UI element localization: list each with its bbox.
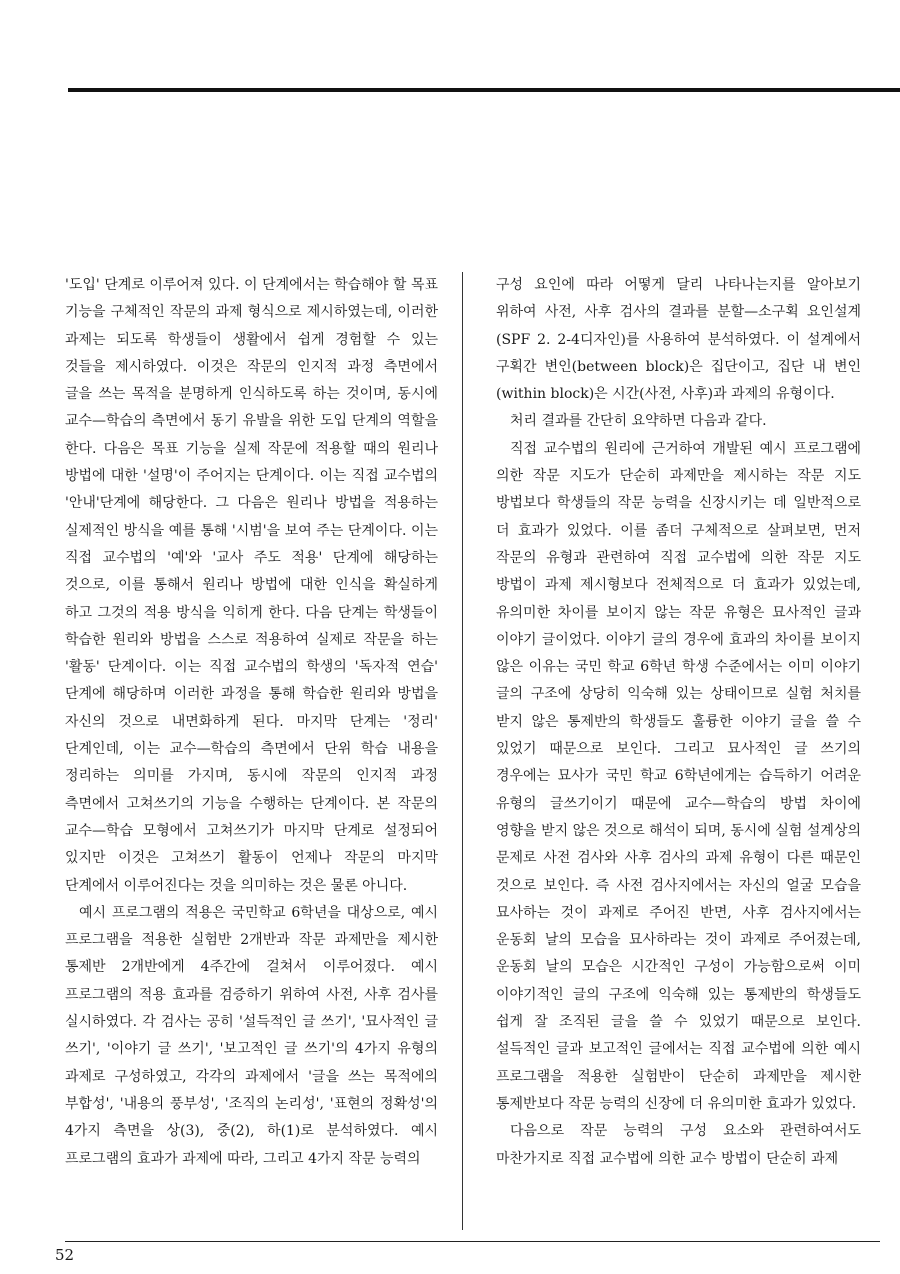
top-rule [68,88,900,92]
right-paragraph-4: 다음으로 작문 능력의 구성 요소와 관련하여서도 마찬가지로 직접 교수법에 의한 교수 방법이 단순히 과제 [496,1123,861,1167]
left-paragraph-1: '도입' 단계로 이루어져 있다. 이 단계에서는 학습해야 할 목표 기능을 구체적인 작문의 과제 형식으로 제시하였는데, 이러한 과제는 되도록 학생들이 생활에서 쉽게 경험할 수 있는 것들을 제시하였다. 이것은 작문의 인지적 과정 측면에서 글을 쓰는 목적을 분명하게 인식하도록 하는 것이며, 동시에 교수—학습의 측면에서 동기 유발을 위한 도입 단계의 역할을 한다. 다음은 목표 기능을 실제 작문에 적용할 때의 원리나 방법에 대한 '설명'이 주어지는 단계이다. 이는 직접 교수법의 '안내'단계에 해당한다. 그 다음은 원리나 방법을 적용하는 실제적인 방식을 예를 통해 '시범'을 보여 주는 단계이다. 이는 직접 교수법의 '예'와 '교사 주도 적용' 단계에 해당하는 것으로, 이를 통해서 원리나 방법에 대한 인식을 확실하게 하고 그것의 적용 방식을 익히게 한다. 다음 단계는 학생들이 학습한 원리와 방법을 스스로 적용하여 실제로 작문을 하는 '활동' 단계이다. 이는 직접 교수법의 학생의 '독자적 연습' 단계에 해당하며 이러한 과정을 통해 학습한 원리와 방법을 자신의 것으로 내면화하게 된다. 마지막 단계는 '정리' 단계인데, 이는 교수—학습의 측면에서 단위 학습 내용을 정리하는 의미를 가지며, 동시에 작문의 인지적 과정 측면에서 고쳐쓰기의 기능을 수행하는 단계이다. 본 작문의 교수—학습 모형에서 고쳐쓰기가 마지막 단계로 설정되어 있지만 이것은 고쳐쓰기 활동이 언제나 작문의 마지막 단계에서 이루어진다는 것을 의미하는 것은 물론 아니다. [65,277,438,894]
right-column [496,272,861,1173]
bottom-rule [65,1241,880,1242]
page-number: 52 [55,1246,75,1264]
right-paragraph-1: 구성 요인에 따라 어떻게 달리 나타나는지를 알아보기 위하여 사전, 사후 검사의 결과를 분할—소구획 요인설계(SPF 2. 2-4디자인)를 사용하여 분석하였다. 이 설계에서 구획간 변인(between block)은 집단이고, 집단 내 변인(within block)은 시간(사전, 사후)과 과제의 유형이다. [496,277,861,403]
left-paragraph-2: 예시 프로그램의 적용은 국민학교 6학년을 대상으로, 예시 프로그램을 적용한 실험반 2개반과 작문 과제만을 제시한 통제반 2개반에게 4주간에 걸쳐서 이루어졌다. 예시 프로그램의 적용 효과를 검증하기 위하여 사전, 사후 검사를 실시하였다. 각 검사는 공히 '설득적인 글 쓰기', '묘사적인 글 쓰기', '이야기 글 쓰기', '보고적인 글 쓰기'의 4가지 유형의 과제로 구성하였고, 각각의 과제에서 '글을 쓰는 목적에의 부합성', '내용의 풍부성', '조직의 논리성', '표현의 정확성'의 4가지 측면을 상(3), 중(2), 하(1)로 분석하였다. 예시 프로그램의 효과가 과제에 따라, 그리고 4가지 작문 능력의 [65,904,438,1167]
right-paragraph-2: 처리 결과를 간단히 요약하면 다음과 같다. [510,413,767,430]
left-column [65,272,438,1173]
column-divider [462,272,463,1230]
right-paragraph-3: 직접 교수법의 원리에 근거하여 개발된 예시 프로그램에 의한 작문 지도가 단순히 과제만을 제시하는 작문 지도 방법보다 학생들의 작문 능력을 신장시키는 데 일반적으로 더 효과가 있었다. 이를 좀더 구체적으로 살펴보면, 먼저 작문의 유형과 관련하여 직접 교수법에 의한 작문 지도 방법이 과제 제시형보다 전체적으로 더 효과가 있었는데, 유의미한 차이를 보이지 않는 작문 유형은 묘사적인 글과 이야기 글이었다. 이야기 글의 경우에 효과의 차이를 보이지 않은 이유는 국민 학교 6학년 학생 수준에서는 이미 이야기 글의 구조에 상당히 익숙해 있는 상태이므로 실험 처치를 받지 않은 통제반의 학생들도 훌륭한 이야기 글을 쓸 수 있었기 때문으로 보인다. 그리고 묘사적인 글 쓰기의 경우에는 묘사가 국민 학교 6학년에게는 습득하기 어려운 유형의 글쓰기이기 때문에 교수—학습의 방법 차이에 영향을 받지 않은 것으로 해석이 되며, 동시에 실험 설계상의 문제로 사전 검사와 사후 검사의 과제 유형이 다른 때문인 것으로 보인다. 즉 사전 검사지에서는 자신의 얼굴 모습을 묘사하는 것이 과제로 주어진 반면, 사후 검사지에서는 운동회 날의 모습을 묘사하라는 것이 과제로 주어졌는데, 운동회 날의 모습은 시간적인 구성이 가능함으로써 이미 이야기적인 글의 구조에 익숙해 있는 통제반의 학생들도 쉽게 잘 조직된 글을 쓸 수 있었기 때문으로 보인다. 설득적인 글과 보고적인 글에서는 직접 교수법에 의한 예시 프로그램을 적용한 실험반이 단순히 과제만을 제시한 통제반보다 작문 능력의 신장에 더 유의미한 효과가 있었다. [496,440,861,1112]
